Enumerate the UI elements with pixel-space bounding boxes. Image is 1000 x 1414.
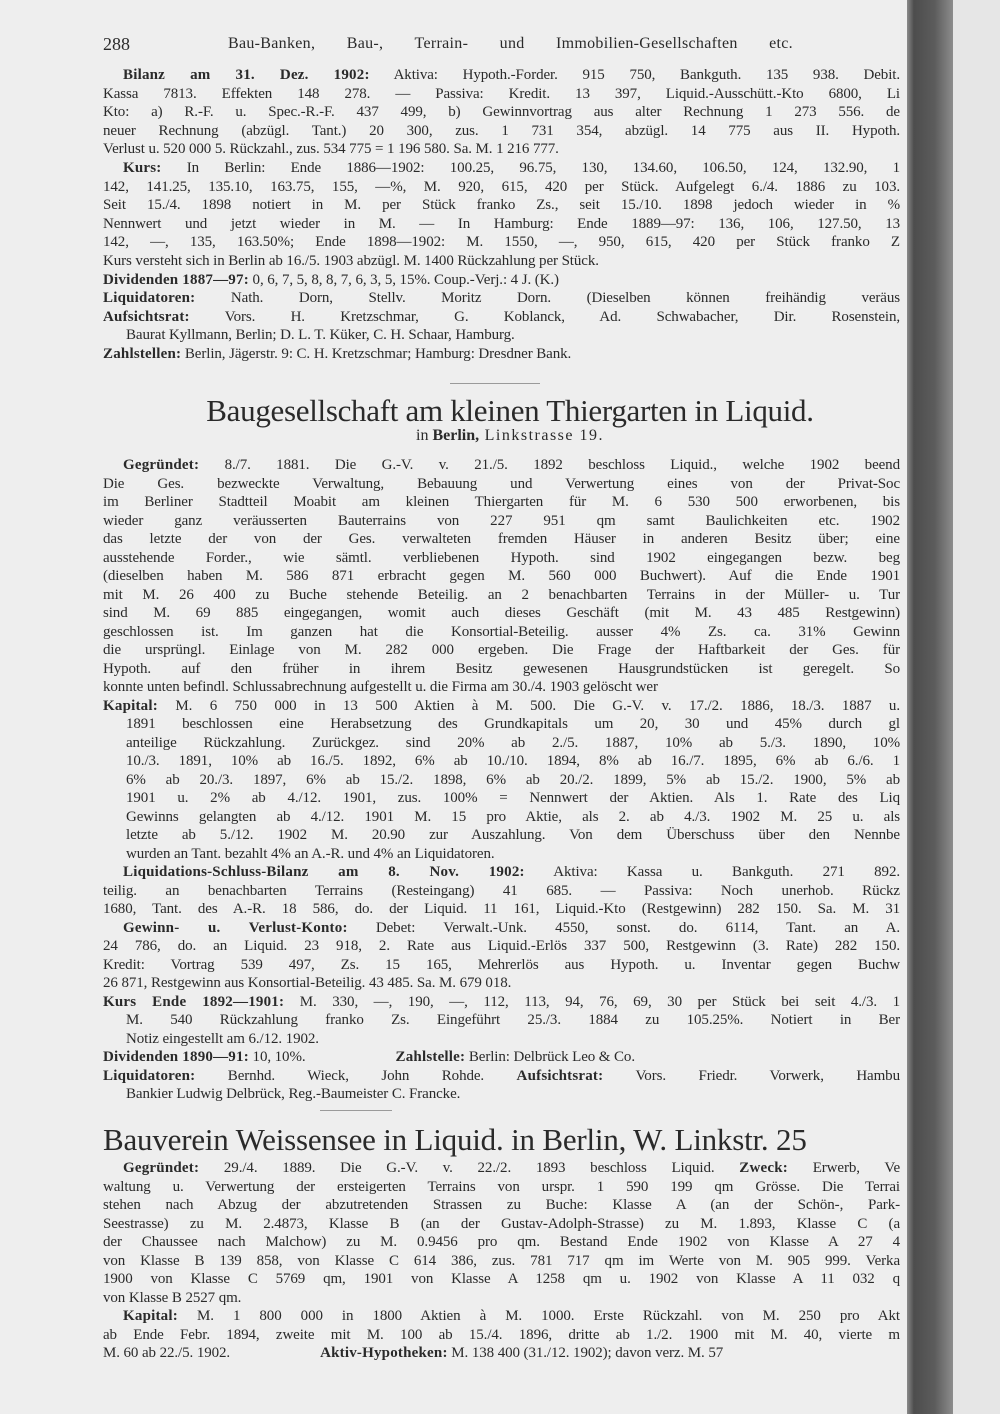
line-text: Bernhd. Wieck, John Rohde.	[195, 1067, 517, 1084]
line-text: Kurs versteht sich in Berlin ab 16./5. 1903 abzügl. M. 1400 Rückzahlung per Stück.	[103, 253, 599, 269]
text-line	[126, 771, 900, 789]
line-text: sind M. 69 885 eingegangen, womit auch dieses Geschäft (mit M. 43 485 Restgewinn)	[103, 605, 900, 621]
text-line	[103, 178, 900, 196]
line-text: In Berlin: Ende 1886—1902: 100.25, 96.75, 130, 134.60, 106.50, 124, 132.90, 1	[161, 160, 900, 176]
line-text: Kassa 7813. Effekten 148 278. — Passiva: Kredit. 13 397, Liquid.-Ausschütt.-Kto 6800, Li	[103, 85, 900, 102]
run-in-heading: Zahlstelle:	[395, 1049, 466, 1065]
line-text: 0, 6, 7, 5, 8, 8, 7, 6, 3, 5, 15%. Coup.-Verj.: 4 J. (K.)	[248, 271, 559, 288]
text-line	[103, 900, 900, 918]
text-line	[103, 215, 900, 233]
text-line	[103, 993, 900, 1011]
line-text: Bankier Ludwig Delbrück, Reg.-Baumeister C. Francke.	[126, 1086, 461, 1102]
text-line	[103, 1067, 900, 1085]
line-text: 1891 beschlossen eine Herabsetzung des Grundkapitals um 20, 30 und 45% durch gl	[126, 716, 900, 732]
run-in-heading: Kapital:	[123, 1308, 178, 1324]
line-text: M. 6 750 000 in 13 500 Aktien à M. 500. Die G.-V. v. 17./2. 1886, 18./3. 1887 u.	[157, 697, 900, 714]
line-text: Kto: a) R.-F. u. Spec.-R.-F. 437 499, b) Gewinnvortrag aus alter Rechnung 1 273 556. de	[103, 104, 900, 121]
text-line	[103, 604, 900, 622]
text-line	[103, 493, 900, 511]
line-text: wurden an Tant. bezahlt 4% an A.-R. und 4% an Liquidatoren.	[126, 845, 495, 862]
line-text: anteilige Rückzahlung. Zurückgez. sind 20% ab 2./5. 1887, 10% ab 5./3. 1890, 10%	[126, 734, 900, 751]
line-text: Gewinns gelangten ab 4./12. 1901 M. 15 pro Aktie, als 2. ab 4./3. 1902 M. 25 u. als	[126, 808, 900, 825]
text-line	[103, 308, 900, 326]
run-in-heading: Liquidations-Schluss-Bilanz am 8. Nov. 1902:	[123, 864, 525, 880]
text-line	[103, 122, 900, 140]
line-text: Debet: Verwalt.-Unk. 4550, sonst. do. 6114, Tant. an A.	[347, 919, 900, 936]
text-line	[103, 586, 900, 604]
subtitle-city: Berlin,	[432, 427, 480, 444]
text-line	[126, 1030, 900, 1048]
text-line	[103, 252, 900, 270]
text-line	[126, 1011, 900, 1029]
text-line	[103, 530, 900, 548]
text-line	[103, 512, 900, 530]
line-text: M. 540 Rückzahlung franko Zs. Eingeführt 25./3. 1884 zu 105.25%. Notiert in Ber	[126, 1012, 900, 1028]
line-text: M. 138 400 (31./12. 1902); davon verz. M. 57	[447, 1345, 724, 1361]
line-text: letzte ab 5./12. 1902 M. 20.90 zur Auszahlung. Von dem Überschuss über den Nennbe	[126, 827, 900, 843]
text-line	[123, 66, 900, 84]
line-text: Aktiva: Kassa u. Bankguth. 271 892.	[524, 864, 900, 880]
text-line	[126, 826, 900, 844]
line-text: Verlust u. 520 000 5. Rückzahl., zus. 534 775 = 1 196 580. Sa. M. 1 216 777.	[103, 141, 559, 158]
text-line	[123, 863, 900, 881]
line-text: Baurat Kyllmann, Berlin; D. L. T. Küker, C. H. Schaar, Hamburg.	[126, 327, 515, 344]
text-line	[103, 937, 900, 955]
text-line	[103, 882, 900, 900]
text-line	[126, 845, 900, 863]
text-line	[103, 623, 900, 641]
line-text: Nath. Dorn, Stellv. Moritz Dorn. (Dieselben können freihändig veräus	[195, 290, 900, 307]
line-text: 1901 u. 2% ab 4./12. 1901, zus. 100% = Nennwert der Aktien. Als 1. Rate des Liq	[126, 790, 900, 806]
text-line	[103, 1048, 900, 1066]
line-text: 142, 141.25, 135.10, 163.75, 155, —%, M. 920, 615, 420 per Stück. Aufgelegt 6./4. 1886 zu 103.	[103, 178, 900, 195]
run-in-heading: Kurs Ende 1892—1901:	[103, 993, 285, 1010]
text-line	[126, 789, 900, 807]
run-in-heading: Kapital:	[103, 697, 158, 714]
line-text: konnte unten befindl. Schlussabrechnung aufgestellt u. die Firma am 30./4. 1903 gelöscht wer	[103, 679, 658, 695]
text-line	[103, 697, 900, 715]
text-line	[103, 974, 900, 992]
line-text: M. 60 ab 22./5. 1902.	[103, 1345, 231, 1361]
line-text: 142, —, 135, 163.50%; Ende 1898—1902: M. 1550, —, 950, 615, 420 per Stück franko Z	[103, 234, 900, 251]
line-text: von Klasse B 2527 qm.	[103, 1289, 242, 1306]
text-line	[123, 1159, 900, 1177]
line-text: Seit 15./4. 1898 notiert in M. per Stück franko Zs., seit 15./10. 1898 jedoch wieder in %	[103, 197, 900, 214]
line-text: von Klasse B 139 858, von Klasse C 614 386, zus. 781 717 qm im Werte von M. 905 999. Verka	[103, 1252, 900, 1269]
run-in-heading: Zweck:	[739, 1160, 788, 1176]
section-divider	[320, 1110, 392, 1111]
line-text: das letzte der von der Ges. verwalteten fremden Häuser in anderen Besitz über; eine	[103, 531, 900, 547]
line-text: 1900 von Klasse C 5769 qm, 1901 von Klasse A 1258 qm u. 1902 von Klasse A 11 032 q	[103, 1271, 900, 1287]
page-number: 288	[103, 34, 130, 54]
section-divider	[450, 383, 540, 384]
text-line	[123, 919, 900, 937]
line-text: Nennwert und jetzt wieder in M. — In Hamburg: Ende 1889—97: 136, 106, 127.50, 13	[103, 215, 900, 232]
text-line	[103, 1252, 900, 1270]
line-text: Die Ges. bezweckte Verwaltung, Bebauung und Verwertung eines von der Privat-Soc	[103, 475, 900, 492]
text-line	[103, 956, 900, 974]
text-line	[103, 678, 900, 696]
line-text: Seestrasse) zu M. 2.4873, Klasse B (an der Gustav-Adolph-Strasse) zu M. 1.893, Klasse C (a	[103, 1215, 900, 1232]
text-line	[103, 103, 900, 121]
text-line	[103, 271, 900, 289]
line-text: (dieselben haben M. 586 871 erbracht gegen M. 560 000 Buchwert). Auf die Ende 1901	[103, 568, 900, 584]
line-text: 10./3. 1891, 10% ab 16./5. 1892, 6% ab 10./10. 1894, 8% ab 16./7. 1895, 6% ab 6./6. 1	[126, 753, 900, 769]
book-fold-shadow	[907, 0, 953, 1414]
text-line	[103, 660, 900, 678]
text-line	[126, 734, 900, 752]
subtitle-prefix: in	[416, 427, 433, 444]
text-line	[126, 808, 900, 826]
text-line	[103, 641, 900, 659]
text-line	[123, 456, 900, 474]
run-in-heading: Aktiv-Hypotheken:	[320, 1345, 448, 1361]
text-line	[103, 549, 900, 567]
entry-title-bauverein: Bauverein Weissensee in Liquid. in Berlin, W. Linkstr. 25	[103, 1122, 807, 1157]
subtitle-address: Linkstrasse 19.	[479, 427, 604, 444]
line-text: ausstehende Forder., wie sämtl. verbliebenen Hypoth. sind 1902 eingegangen bezw. beg	[103, 549, 900, 566]
line-text: ab Ende Febr. 1894, zweite mit M. 100 ab 15./4. 1896, dritte ab 1./2. 1900 mit M. 40, vierte m	[103, 1326, 900, 1343]
text-line	[126, 326, 900, 344]
line-text: 1680, Tant. des A.-R. 18 586, do. der Liquid. 11 161, Liquid.-Kto (Restgewinn) 282 150. Sa. M. 31	[103, 901, 900, 917]
run-in-heading: Liquidatoren:	[103, 290, 196, 307]
run-in-heading: Aufsichtsrat:	[516, 1067, 604, 1084]
line-text: stehen nach Abzug der abzutretenden Strassen zu Buche: Klasse A (an der Schön-, Park-	[103, 1197, 900, 1213]
line-text: 29./4. 1889. Die G.-V. v. 22./2. 1893 beschloss Liquid.	[199, 1160, 740, 1176]
line-text: Hypoth. auf den früher in ihrem Besitz gewesenen Hausgrundstücken ist geregelt. So	[103, 660, 900, 677]
line-text: wieder ganz veräusserten Bauterrains von 227 951 qm samt Baulichkeiten etc. 1902	[103, 512, 900, 529]
run-in-heading: Liquidatoren:	[103, 1067, 196, 1084]
run-in-heading: Bilanz am 31. Dez. 1902:	[123, 67, 370, 83]
line-text: 8./7. 1881. Die G.-V. v. 21./5. 1892 beschloss Liquid., welche 1902 beend	[199, 457, 900, 473]
line-text: Notiz eingestellt am 6./12. 1902.	[126, 1030, 319, 1047]
line-text: Berlin: Delbrück Leo & Co.	[465, 1049, 635, 1065]
text-line	[123, 159, 900, 177]
text-line	[103, 233, 900, 251]
line-text: M. 1 800 000 in 1800 Aktien à M. 1000. Erste Rückzahl. von M. 250 pro Akt	[177, 1308, 900, 1324]
entry-title-baugesellschaft: Baugesellschaft am kleinen Thiergarten in Liquid.	[206, 393, 814, 428]
line-text: im Berliner Stadtteil Moabit am kleinen Thiergarten für M. 6 530 500 erworbenen, bis	[103, 494, 900, 510]
line-text: Kredit: Vortrag 539 497, Zs. 15 165, Mehrerlös aus Hypoth. u. Inventar gegen Buchw	[103, 956, 900, 973]
text-line	[103, 475, 900, 493]
line-text: mit M. 26 400 zu Buche stehende Beteilig. an 2 benachbarten Terrains in der Müller- u. Tur	[103, 586, 900, 603]
run-in-heading: Dividenden 1887—97:	[103, 271, 249, 288]
run-in-heading: Zahlstellen:	[103, 346, 182, 362]
run-in-heading: Gegründet:	[123, 1160, 200, 1176]
line-text: waltung u. Verwertung der ersteigerten Terrains von urspr. 1 590 199 qm Grösse. Die Terrai	[103, 1178, 900, 1195]
text-line	[103, 345, 900, 363]
line-text: 6% ab 20./3. 1897, 6% ab 15./2. 1898, 6% ab 20./2. 1899, 5% ab 15./2. 1900, 5% ab	[126, 771, 900, 788]
line-text: M. 330, —, 190, —, 112, 113, 94, 76, 69, 30 per Stück bei seit 4./3. 1	[284, 993, 900, 1010]
text-line	[126, 715, 900, 733]
line-text: 26 871, Restgewinn aus Konsortial-Beteilig. 43 485. Sa. M. 679 018.	[103, 975, 512, 991]
line-text: die ursprüngl. Einlage von M. 282 000 ergeben. Die Frage der Haftbarkeit der Ges. für	[103, 642, 900, 658]
line-text: 10, 10%.	[248, 1049, 306, 1065]
text-line	[103, 1270, 900, 1288]
text-line	[126, 752, 900, 770]
running-title: Bau-Banken, Bau-, Terrain- und Immobilien-Gesellschaften etc.	[228, 35, 793, 52]
text-line	[103, 140, 900, 158]
text-line	[103, 1215, 900, 1233]
text-line	[126, 1085, 900, 1103]
run-in-heading: Gewinn- u. Verlust-Konto:	[123, 919, 348, 936]
text-line	[103, 196, 900, 214]
entry-subtitle	[145, 427, 875, 445]
text-line	[103, 1233, 900, 1251]
text-line	[103, 567, 900, 585]
line-text: 24 786, do. an Liquid. 23 918, 2. Rate aus Liquid.-Erlös 337 500, Restgewinn (3. Rate) 282 150.	[103, 938, 900, 954]
line-text: Aktiva: Hypoth.-Forder. 915 750, Bankguth. 135 938. Debit.	[369, 67, 900, 83]
line-text: Vors. H. Kretzschmar, G. Koblanck, Ad. Schwabacher, Dir. Rosenstein,	[189, 308, 900, 325]
text-line	[103, 289, 900, 307]
text-line	[103, 1178, 900, 1196]
run-in-heading: Gegründet:	[123, 457, 200, 473]
text-line	[103, 1289, 900, 1307]
line-text: Vors. Friedr. Vorwerk, Hambu	[603, 1067, 900, 1084]
run-in-heading: Dividenden 1890—91:	[103, 1049, 249, 1065]
text-line	[103, 1326, 900, 1344]
run-in-heading: Kurs:	[123, 160, 162, 176]
line-text: Berlin, Jägerstr. 9: C. H. Kretzschmar; Hamburg: Dresdner Bank.	[181, 346, 572, 362]
run-in-heading: Aufsichtsrat:	[103, 308, 190, 325]
line-text: geschlossen ist. Im ganzen hat die Konsortial-Beteilig. ausser 4% Zs. ca. 31% Gewinn	[103, 623, 900, 640]
line-text: der Chaussee nach Malchow) zu M. 0.9456 pro qm. Bestand Ende 1902 von Klasse A 27 4	[103, 1234, 900, 1250]
text-line	[123, 1307, 900, 1325]
text-line	[103, 85, 900, 103]
line-text: neuer Rechnung (abzügl. Tant.) 20 300, zus. 1 731 354, abzügl. 14 775 aus II. Hypoth.	[103, 122, 900, 139]
adjacent-page-edge	[953, 0, 1000, 1414]
text-line	[103, 1344, 900, 1362]
line-text: Erwerb, Ve	[787, 1160, 900, 1176]
text-line	[103, 1196, 900, 1214]
line-text: teilig. an benachbarten Terrains (Resteingang) 41 685. — Passiva: Noch unerhob. Rückz	[103, 882, 900, 899]
